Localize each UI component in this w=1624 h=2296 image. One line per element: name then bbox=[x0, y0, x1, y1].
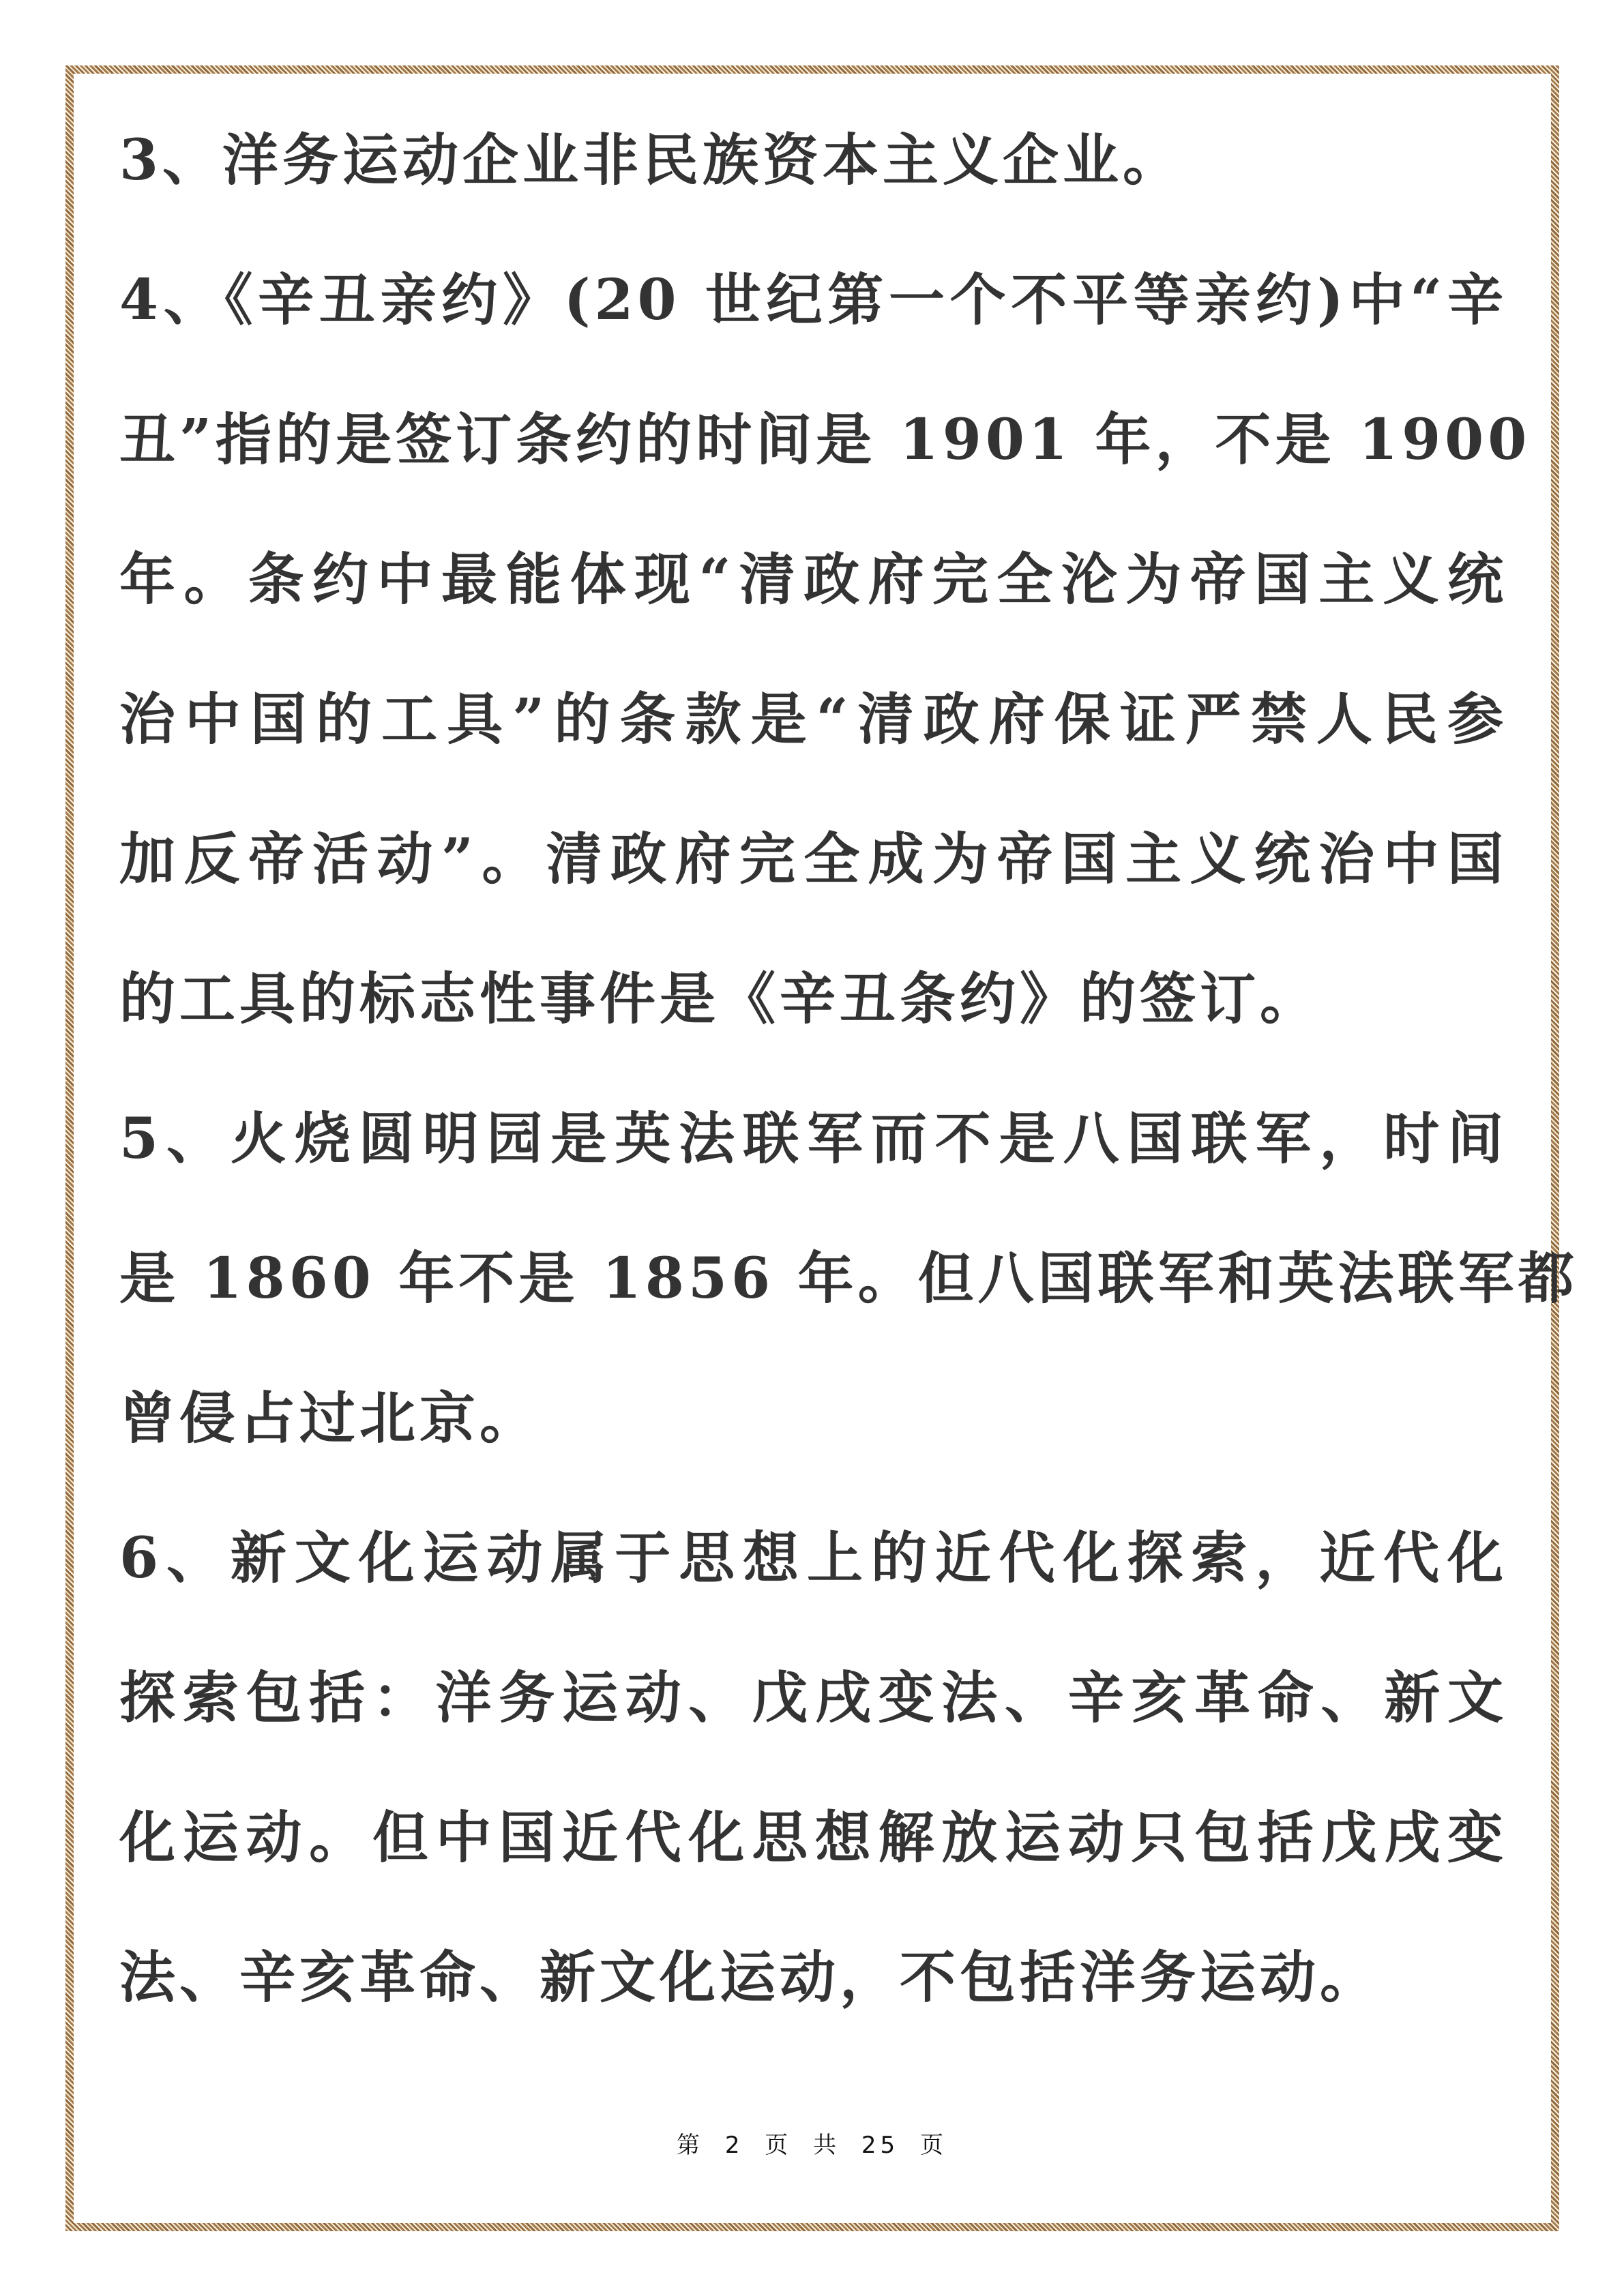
text-line: 探索包括：洋务运动、戊戌变法、辛亥革命、新文 bbox=[119, 1665, 1507, 1731]
page-number-footer: 第 2 页 共 25 页 bbox=[677, 2132, 947, 2159]
item-3 bbox=[119, 109, 1507, 249]
text-line: 是 1860 年不是 1856 年。但八国联军和英法联军都 bbox=[119, 1246, 1578, 1311]
item-6 bbox=[119, 1507, 1507, 2066]
text-line: 化运动。但中国近代化思想解放运动只包括戊戌变 bbox=[119, 1805, 1507, 1870]
text-line: 3、洋务运动企业非民族资本主义企业。 bbox=[119, 128, 1183, 193]
item-4 bbox=[119, 249, 1531, 1088]
text-line: 6、新文化运动属于思想上的近代化探索，近代化 bbox=[119, 1525, 1507, 1591]
text-line: 治中国的工具”的条款是“清政府保证严禁人民参 bbox=[119, 687, 1507, 752]
text-line: 曾侵占过北京。 bbox=[119, 1386, 540, 1451]
text-line: 的工具的标志性事件是《辛丑条约》的签订。 bbox=[119, 966, 1320, 1032]
text-line: 法、辛亥革命、新文化运动，不包括洋务运动。 bbox=[119, 1945, 1381, 2010]
text-line: 加反帝活动”。清政府完全成为帝国主义统治中国 bbox=[119, 826, 1507, 892]
text-line: 年。条约中最能体现“清政府完全沦为帝国主义统 bbox=[119, 547, 1507, 612]
text-line: 4、《辛丑亲约》(20 世纪第一个不平等亲约)中“辛 bbox=[119, 267, 1507, 333]
text-line: 5、火烧圆明园是英法联军而不是八国联军，时间 bbox=[119, 1106, 1507, 1172]
text-line: 丑”指的是签订条约的时间是 1901 年，不是 1900 bbox=[119, 407, 1531, 473]
item-5 bbox=[119, 1088, 1578, 1507]
document-body bbox=[119, 109, 1578, 2066]
